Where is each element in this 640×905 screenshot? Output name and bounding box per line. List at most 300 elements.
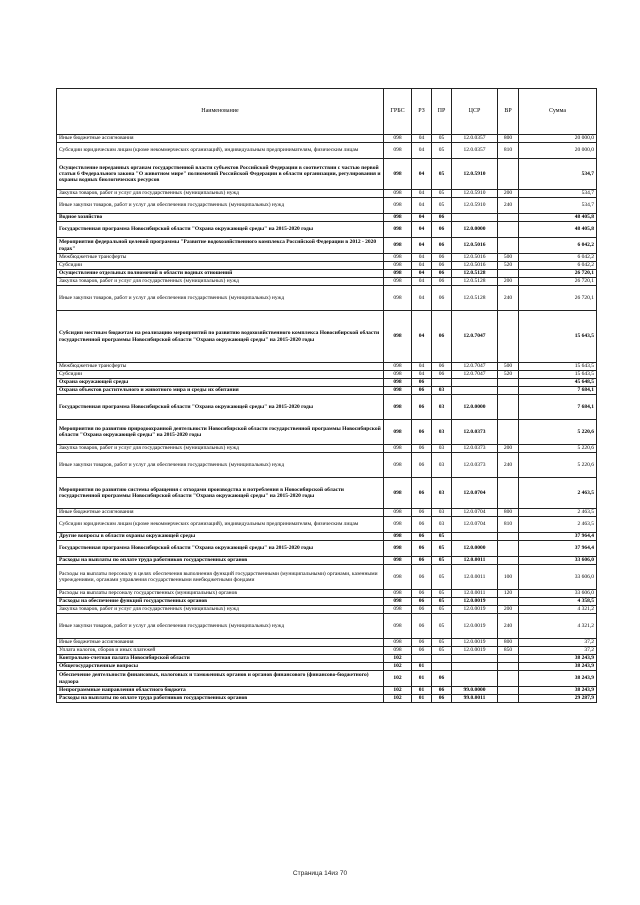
cell-vr: [498, 311, 519, 363]
cell-grbs: 098: [384, 379, 412, 387]
table-row: [57, 371, 597, 379]
cell-vr: 120: [498, 590, 519, 598]
cell-rz: 06: [412, 598, 432, 606]
cell-csr: 12.0.0373: [452, 445, 498, 453]
cell-rz: 04: [412, 371, 432, 379]
table-row: [57, 565, 597, 590]
cell-pr: 05: [432, 590, 452, 598]
cell-sum: 37,2: [519, 647, 597, 655]
cell-pr: 03: [432, 478, 452, 509]
cell-vr: 200: [498, 278, 519, 286]
table-row: [57, 387, 597, 395]
cell-rz: 04: [412, 198, 432, 214]
cell-sum: 4 321,2: [519, 606, 597, 614]
cell-rz: 06: [412, 379, 432, 387]
cell-pr: 05: [432, 533, 452, 541]
cell-pr: 05: [432, 598, 452, 606]
cell-sum: 15 643,5: [519, 363, 597, 371]
cell-grbs: 102: [384, 655, 412, 663]
cell-name: Другие вопросы в области охраны окружающей среды: [57, 533, 384, 541]
cell-grbs: 098: [384, 278, 412, 286]
cell-rz: 06: [412, 614, 432, 639]
cell-csr: 12.0.0704: [452, 509, 498, 517]
table-row: [57, 509, 597, 517]
cell-pr: 03: [432, 517, 452, 533]
cell-name: Уплата налогов, сборов и иных платежей: [57, 647, 384, 655]
table-row: [57, 286, 597, 311]
cell-vr: [498, 270, 519, 278]
cell-sum: 38 243,9: [519, 655, 597, 663]
cell-rz: 04: [412, 190, 432, 198]
header-name: Наименование: [57, 89, 384, 135]
table-row: [57, 663, 597, 671]
cell-grbs: 098: [384, 420, 412, 445]
table-row: [57, 590, 597, 598]
cell-rz: 04: [412, 222, 432, 238]
table-row: [57, 238, 597, 254]
cell-csr: 12.0.0357: [452, 143, 498, 159]
cell-pr: 06: [432, 695, 452, 703]
cell-pr: 06: [432, 254, 452, 262]
cell-pr: 06: [432, 262, 452, 270]
cell-vr: 200: [498, 445, 519, 453]
cell-grbs: 098: [384, 541, 412, 557]
cell-rz: 06: [412, 517, 432, 533]
cell-sum: 534,7: [519, 198, 597, 214]
cell-vr: [498, 671, 519, 687]
cell-csr: 12.0.7047: [452, 311, 498, 363]
cell-vr: [498, 655, 519, 663]
cell-vr: [498, 687, 519, 695]
cell-csr: 12.0.0704: [452, 478, 498, 509]
cell-csr: 12.0.0011: [452, 557, 498, 565]
cell-grbs: 098: [384, 478, 412, 509]
cell-vr: 800: [498, 135, 519, 143]
cell-vr: 200: [498, 606, 519, 614]
table-row: [57, 687, 597, 695]
cell-sum: 5 220,6: [519, 420, 597, 445]
cell-name: Иные закупки товаров, работ и услуг для обеспечения государственных (муниципальных) нужд: [57, 286, 384, 311]
cell-sum: 37 964,4: [519, 541, 597, 557]
cell-pr: [432, 655, 452, 663]
table-row: [57, 478, 597, 509]
cell-grbs: 098: [384, 590, 412, 598]
cell-vr: [498, 222, 519, 238]
cell-vr: 810: [498, 143, 519, 159]
table-row: [57, 190, 597, 198]
cell-name: Мероприятия федеральной целевой программы "Развитие водохозяйственного комплекса Российской Федерации в 2012 - 2020 годах": [57, 238, 384, 254]
cell-vr: 240: [498, 198, 519, 214]
cell-csr: 12.0.0704: [452, 517, 498, 533]
cell-sum: 48 405,8: [519, 214, 597, 222]
cell-rz: 06: [412, 590, 432, 598]
cell-sum: 38 243,9: [519, 687, 597, 695]
cell-name: Расходы на выплаты по оплате труда работников государственных органов: [57, 695, 384, 703]
cell-rz: 04: [412, 238, 432, 254]
cell-rz: 04: [412, 143, 432, 159]
cell-pr: 05: [432, 190, 452, 198]
cell-name: Иные закупки товаров, работ и услуг для обеспечения государственных (муниципальных) нужд: [57, 453, 384, 478]
cell-csr: 12.0.7047: [452, 363, 498, 371]
table-row: [57, 557, 597, 565]
cell-sum: 45 648,5: [519, 379, 597, 387]
cell-vr: [498, 420, 519, 445]
cell-name: Субсидии местным бюджетам на реализацию мероприятий по развитию водохозяйственного комплекса Новосибирской области государственной программы Новосибирской области "Охрана окружающей среды" на 2015-2020 годы: [57, 311, 384, 363]
cell-name: Межбюджетные трансферты: [57, 254, 384, 262]
table-row: [57, 379, 597, 387]
cell-grbs: 098: [384, 371, 412, 379]
cell-grbs: 098: [384, 262, 412, 270]
table-row: [57, 517, 597, 533]
cell-vr: [498, 663, 519, 671]
cell-sum: 4 358,5: [519, 598, 597, 606]
cell-sum: 38 243,9: [519, 671, 597, 687]
cell-name: Иные закупки товаров, работ и услуг для обеспечения государственных (муниципальных) нужд: [57, 614, 384, 639]
cell-grbs: 102: [384, 695, 412, 703]
cell-csr: 12.0.0357: [452, 135, 498, 143]
cell-sum: 6 042,2: [519, 254, 597, 262]
cell-vr: [498, 159, 519, 190]
cell-csr: 12.0.5128: [452, 278, 498, 286]
cell-csr: 12.0.0000: [452, 395, 498, 420]
cell-vr: 100: [498, 565, 519, 590]
cell-sum: 5 220,6: [519, 453, 597, 478]
cell-rz: 04: [412, 262, 432, 270]
cell-grbs: 098: [384, 557, 412, 565]
cell-grbs: 098: [384, 214, 412, 222]
cell-vr: 800: [498, 509, 519, 517]
cell-sum: 15 643,5: [519, 311, 597, 363]
table-row: [57, 363, 597, 371]
cell-grbs: 098: [384, 533, 412, 541]
cell-csr: 99.0.0000: [452, 687, 498, 695]
cell-name: Мероприятия по развитию природоохранной деятельности Новосибирской области государственной программы Новосибирской области "Охрана окружающей среды" на 2015-2020 годы: [57, 420, 384, 445]
cell-rz: 06: [412, 541, 432, 557]
cell-name: Закупка товаров, работ и услуг для государственных (муниципальных) нужд: [57, 278, 384, 286]
cell-name: Контрольно-счетная палата Новосибирской области: [57, 655, 384, 663]
cell-name: Расходы на выплаты персоналу в целях обеспечения выполнения функций государственными (муниципальными) органами, казенными учреждениями, органами управления государственными внебюджетными фондами: [57, 565, 384, 590]
cell-pr: 03: [432, 445, 452, 453]
cell-name: Водное хозяйство: [57, 214, 384, 222]
cell-pr: 06: [432, 214, 452, 222]
cell-pr: 06: [432, 238, 452, 254]
table-row: [57, 671, 597, 687]
cell-name: Охрана окружающей среды: [57, 379, 384, 387]
cell-pr: 06: [432, 286, 452, 311]
cell-grbs: 102: [384, 663, 412, 671]
table-row: [57, 222, 597, 238]
cell-csr: [452, 379, 498, 387]
cell-csr: 12.0.5910: [452, 198, 498, 214]
cell-rz: 01: [412, 687, 432, 695]
cell-sum: 29 287,9: [519, 695, 597, 703]
cell-pr: 05: [432, 647, 452, 655]
cell-rz: 01: [412, 695, 432, 703]
cell-sum: 7 684,1: [519, 387, 597, 395]
cell-grbs: 098: [384, 159, 412, 190]
cell-grbs: 098: [384, 222, 412, 238]
cell-rz: 06: [412, 533, 432, 541]
cell-vr: 520: [498, 262, 519, 270]
cell-sum: 33 606,0: [519, 557, 597, 565]
cell-rz: 01: [412, 663, 432, 671]
table-row: [57, 533, 597, 541]
cell-sum: 38 243,9: [519, 663, 597, 671]
cell-pr: 03: [432, 387, 452, 395]
cell-rz: 04: [412, 135, 432, 143]
cell-grbs: 098: [384, 639, 412, 647]
table-row: [57, 541, 597, 557]
cell-csr: 12.0.0019: [452, 639, 498, 647]
cell-csr: 12.0.5910: [452, 159, 498, 190]
cell-grbs: 098: [384, 387, 412, 395]
cell-rz: 04: [412, 311, 432, 363]
cell-sum: 26 720,1: [519, 278, 597, 286]
cell-grbs: 098: [384, 143, 412, 159]
cell-rz: 06: [412, 557, 432, 565]
table-row: [57, 395, 597, 420]
cell-csr: 12.0.5910: [452, 190, 498, 198]
cell-csr: [452, 214, 498, 222]
cell-csr: 12.0.5016: [452, 254, 498, 262]
cell-vr: [498, 387, 519, 395]
cell-name: Межбюджетные трансферты: [57, 363, 384, 371]
page-number: Страница 14из 70: [292, 870, 348, 877]
cell-vr: 500: [498, 254, 519, 262]
cell-csr: 12.0.5128: [452, 270, 498, 278]
cell-rz: 06: [412, 395, 432, 420]
cell-grbs: 102: [384, 671, 412, 687]
cell-sum: 20 000,0: [519, 135, 597, 143]
cell-csr: 12.0.5016: [452, 238, 498, 254]
cell-pr: 06: [432, 371, 452, 379]
table-row: [57, 445, 597, 453]
cell-name: Общегосударственные вопросы: [57, 663, 384, 671]
cell-csr: 99.0.0011: [452, 695, 498, 703]
cell-vr: 240: [498, 286, 519, 311]
cell-sum: 6 042,2: [519, 238, 597, 254]
cell-csr: [452, 663, 498, 671]
cell-csr: 12.0.7047: [452, 371, 498, 379]
cell-name: Непрограммные направления областного бюджета: [57, 687, 384, 695]
cell-pr: 06: [432, 687, 452, 695]
cell-vr: 520: [498, 371, 519, 379]
cell-pr: 06: [432, 311, 452, 363]
cell-rz: 06: [412, 420, 432, 445]
cell-grbs: 098: [384, 238, 412, 254]
cell-csr: 12.0.0019: [452, 598, 498, 606]
cell-csr: 12.0.0019: [452, 647, 498, 655]
cell-pr: 06: [432, 363, 452, 371]
table-row: [57, 311, 597, 363]
cell-pr: 05: [432, 606, 452, 614]
cell-sum: 48 405,8: [519, 222, 597, 238]
cell-name: Государственная программа Новосибирской области "Охрана окружающей среды" на 2015-2020 годы: [57, 541, 384, 557]
cell-rz: 06: [412, 445, 432, 453]
cell-rz: 04: [412, 214, 432, 222]
cell-pr: 03: [432, 453, 452, 478]
header-csr: ЦСР: [452, 89, 498, 135]
cell-rz: 06: [412, 565, 432, 590]
cell-vr: 500: [498, 363, 519, 371]
cell-pr: 05: [432, 639, 452, 647]
cell-grbs: 098: [384, 363, 412, 371]
cell-rz: 04: [412, 363, 432, 371]
cell-vr: 810: [498, 517, 519, 533]
table-row: [57, 598, 597, 606]
cell-name: Субсидии: [57, 262, 384, 270]
cell-rz: 04: [412, 278, 432, 286]
cell-pr: 05: [432, 557, 452, 565]
cell-name: Закупка товаров, работ и услуг для государственных (муниципальных) нужд: [57, 606, 384, 614]
header-grbs: ГРБС: [384, 89, 412, 135]
cell-name: Субсидии: [57, 371, 384, 379]
cell-grbs: 098: [384, 614, 412, 639]
header-vr: ВР: [498, 89, 519, 135]
cell-csr: [452, 533, 498, 541]
cell-vr: [498, 214, 519, 222]
table-row: [57, 159, 597, 190]
cell-rz: 06: [412, 647, 432, 655]
cell-grbs: 098: [384, 311, 412, 363]
cell-rz: 04: [412, 159, 432, 190]
cell-pr: 05: [432, 135, 452, 143]
cell-csr: 12.0.0000: [452, 541, 498, 557]
cell-name: Расходы на обеспечение функций государственных органов: [57, 598, 384, 606]
table-row: [57, 606, 597, 614]
cell-name: Осуществление отдельных полномочий в области водных отношений: [57, 270, 384, 278]
cell-rz: 06: [412, 478, 432, 509]
cell-name: Мероприятия по развитию системы обращения с отходами производства и потребления в Новосибирской области государственной программы Новосибирской области "Охрана окружающей среды" на 2015-2020 годы: [57, 478, 384, 509]
cell-grbs: 098: [384, 598, 412, 606]
table-row: [57, 135, 597, 143]
cell-pr: 05: [432, 198, 452, 214]
cell-vr: [498, 395, 519, 420]
table-body: [57, 135, 597, 703]
table-row: [57, 639, 597, 647]
cell-grbs: 098: [384, 254, 412, 262]
cell-pr: [432, 379, 452, 387]
cell-name: Иные бюджетные ассигнования: [57, 509, 384, 517]
header-pr: ПР: [432, 89, 452, 135]
cell-sum: 5 220,6: [519, 445, 597, 453]
cell-csr: 12.0.0011: [452, 590, 498, 598]
cell-rz: 06: [412, 453, 432, 478]
table-header-row: [57, 89, 597, 135]
cell-name: Государственная программа Новосибирской области "Охрана окружающей среды" на 2015-2020 годы: [57, 222, 384, 238]
cell-name: Иные закупки товаров, работ и услуг для обеспечения государственных (муниципальных) нужд: [57, 198, 384, 214]
cell-pr: 05: [432, 614, 452, 639]
table-row: [57, 143, 597, 159]
cell-pr: 03: [432, 420, 452, 445]
cell-pr: 05: [432, 143, 452, 159]
cell-vr: [498, 478, 519, 509]
cell-sum: 6 042,2: [519, 262, 597, 270]
header-rz: РЗ: [412, 89, 432, 135]
table-row: [57, 278, 597, 286]
cell-rz: 04: [412, 286, 432, 311]
cell-name: Закупка товаров, работ и услуг для государственных (муниципальных) нужд: [57, 190, 384, 198]
cell-pr: 06: [432, 278, 452, 286]
cell-pr: 06: [432, 671, 452, 687]
cell-vr: [498, 695, 519, 703]
cell-pr: 05: [432, 159, 452, 190]
table-row: [57, 198, 597, 214]
cell-sum: 2 463,5: [519, 478, 597, 509]
cell-rz: 04: [412, 254, 432, 262]
cell-csr: 12.0.0373: [452, 420, 498, 445]
cell-pr: 05: [432, 565, 452, 590]
cell-rz: 06: [412, 509, 432, 517]
cell-name: Осуществление переданных органам государственной власти субъектов Российской Федерации в соответствии с частью первой статьи 6 Федерального закона "О животном мире" полномочий Российской Федерации в области организации, регулирования и охраны водных биологических ресурсов: [57, 159, 384, 190]
cell-csr: [452, 387, 498, 395]
cell-vr: 800: [498, 639, 519, 647]
cell-name: Иные бюджетные ассигнования: [57, 639, 384, 647]
cell-grbs: 098: [384, 647, 412, 655]
cell-vr: 200: [498, 190, 519, 198]
table-row: [57, 262, 597, 270]
cell-grbs: 098: [384, 395, 412, 420]
cell-sum: 534,7: [519, 190, 597, 198]
table-row: [57, 614, 597, 639]
cell-vr: [498, 238, 519, 254]
cell-grbs: 098: [384, 517, 412, 533]
table-row: [57, 695, 597, 703]
cell-grbs: 098: [384, 190, 412, 198]
cell-vr: 240: [498, 614, 519, 639]
cell-name: Обеспечение деятельности финансовых, налоговых и таможенных органов и органов финансового (финансово-бюджетного) надзора: [57, 671, 384, 687]
cell-sum: 26 720,1: [519, 270, 597, 278]
cell-sum: 33 606,0: [519, 590, 597, 598]
cell-grbs: 098: [384, 606, 412, 614]
cell-pr: 06: [432, 222, 452, 238]
cell-csr: 12.0.0373: [452, 453, 498, 478]
cell-csr: 12.0.5128: [452, 286, 498, 311]
cell-sum: 4 321,2: [519, 614, 597, 639]
cell-vr: 240: [498, 453, 519, 478]
cell-csr: [452, 671, 498, 687]
cell-rz: 01: [412, 671, 432, 687]
cell-vr: [498, 598, 519, 606]
cell-grbs: 098: [384, 509, 412, 517]
cell-rz: 06: [412, 387, 432, 395]
cell-sum: 20 000,0: [519, 143, 597, 159]
cell-vr: [498, 379, 519, 387]
cell-grbs: 098: [384, 445, 412, 453]
cell-csr: 12.0.0019: [452, 614, 498, 639]
table-row: [57, 453, 597, 478]
cell-grbs: 098: [384, 270, 412, 278]
cell-rz: 04: [412, 270, 432, 278]
table-row: [57, 647, 597, 655]
cell-name: Субсидии юридическим лицам (кроме некоммерческих организаций), индивидуальным предпринимателям, физическим лицам: [57, 517, 384, 533]
cell-sum: 2 463,5: [519, 517, 597, 533]
cell-csr: [452, 655, 498, 663]
cell-vr: [498, 541, 519, 557]
cell-grbs: 102: [384, 687, 412, 695]
cell-sum: 26 720,1: [519, 286, 597, 311]
cell-sum: 37,2: [519, 639, 597, 647]
cell-name: Охрана объектов растительного и животного мира и среды их обитания: [57, 387, 384, 395]
cell-grbs: 098: [384, 453, 412, 478]
budget-table: [56, 88, 597, 703]
cell-vr: [498, 557, 519, 565]
table-row: [57, 655, 597, 663]
cell-rz: 06: [412, 639, 432, 647]
cell-csr: 12.0.0011: [452, 565, 498, 590]
cell-sum: 2 463,5: [519, 509, 597, 517]
cell-csr: 12.0.5016: [452, 262, 498, 270]
